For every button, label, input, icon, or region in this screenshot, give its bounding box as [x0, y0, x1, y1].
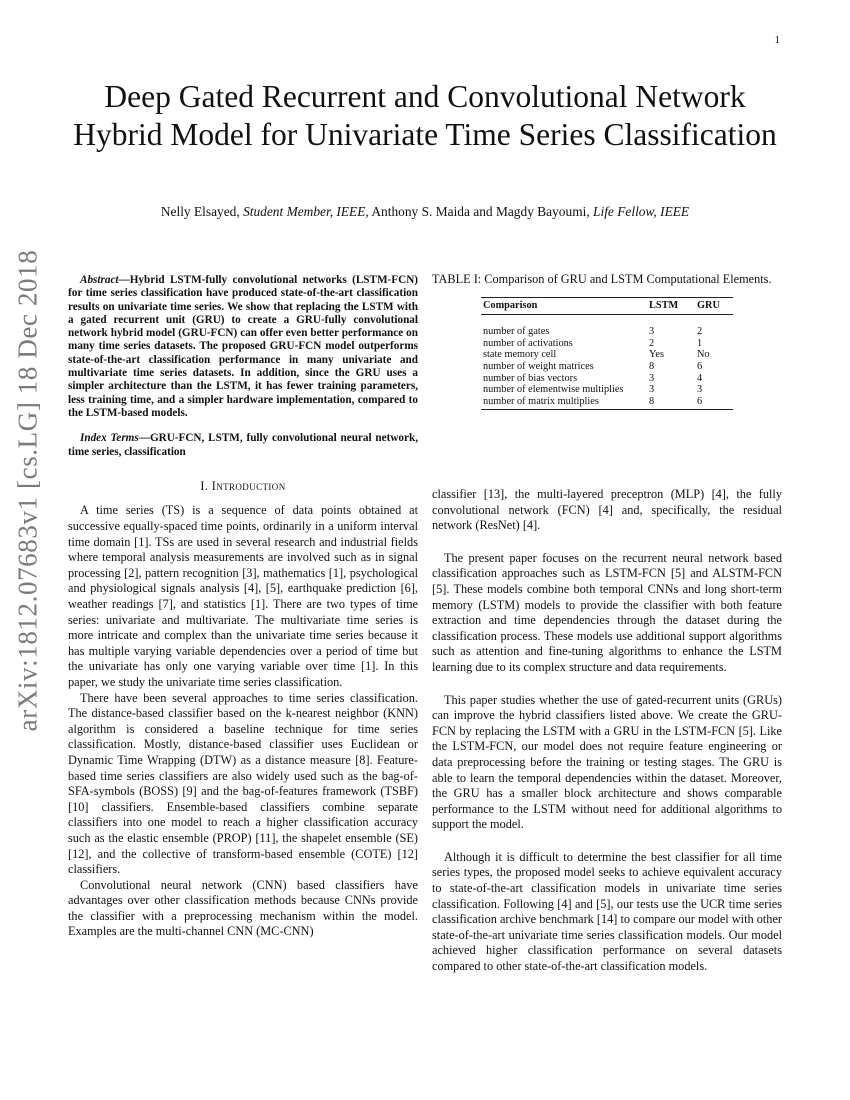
section-title: Introduction: [211, 478, 286, 493]
table-cell: number of bias vectors: [483, 372, 578, 384]
intro-paragraph-3: Convolutional neural network (CNN) based classifiers have advantages over other classification methods because CNNs provide the classifier with a preprocessing mechanism within the model. Examples are the multi-channel CNN (MC-CNN): [68, 877, 418, 939]
table-cell: 2: [649, 337, 655, 349]
author-2-3-names: Anthony S. Maida and Magdy Bayoumi,: [371, 204, 590, 219]
table-cell: 8: [649, 360, 655, 372]
left-column: [68, 274, 418, 940]
table-cell: number of elementwise multiplies: [483, 384, 624, 396]
index-terms-label: Index Terms: [80, 432, 139, 445]
table-row: [481, 384, 733, 396]
table-row: [481, 338, 733, 350]
body-paragraph: Although it is difficult to determine the best classifier for all time series types, the proposed model seeks to achieve equivalent accuracy to state-of-the-art classification models in univariate time series classification. Following [4] and [5], our tests use the UCR time series classification archive benchmark [14] to compare our model with other state-of-the-art univariate time series classification models. Our model achieved higher classification performance on several datasets compared to other state-of-the-art classification models.: [432, 849, 782, 974]
paper-title: Deep Gated Recurrent and Convolutional Network Hybrid Model for Univariate Time Series Classification: [73, 79, 777, 152]
table-cell: 3: [697, 384, 703, 396]
table-cell: No: [697, 349, 710, 361]
author-3-role: Life Fellow, IEEE: [593, 204, 690, 219]
table-cell: number of matrix multiplies: [481, 396, 647, 410]
arxiv-stamp: [4, 249, 52, 731]
author-line: [60, 204, 790, 220]
table-row: [481, 361, 733, 373]
table-cell: 6: [695, 396, 733, 410]
table-cell: 1: [697, 337, 703, 349]
table-cell: state memory cell: [483, 349, 557, 361]
table-cell: number of activations: [483, 337, 573, 349]
author-1-name: Nelly Elsayed,: [160, 204, 240, 219]
table-row: [481, 396, 733, 410]
body-paragraph: This paper studies whether the use of gated-recurrent units (GRUs) can improve the hybrid classifiers listed above. We create the GRU-FCN by replacing the LSTM with a GRU in the LSTM-FCN [5]. Like the LSTM-FCN, our model does not require feature engineering or data preprocessing before the training or testing stages. The GRU is able to learn the temporal dependencies within the dataset. Moreover, the GRU has a smaller block architecture and shows comparable performance to the LSTM without need for additional algorithms to support the model.: [432, 692, 782, 832]
section-heading-introduction: [68, 479, 418, 495]
arxiv-identifier: arXiv:1812.07683v1 [cs.LG] 18 Dec 2018: [12, 249, 43, 731]
author-1-role: Student Member, IEEE,: [243, 204, 369, 219]
intro-paragraph-2: There have been several approaches to time series classification. The distance-based classifier based on the k-nearest neighbor (KNN) algorithm is considered a baseline technique for time series classification. Mostly, distance-based classifier uses Euclidean or Dynamic Time Wrapping (DTW) as a distance measure [8]. Feature-based time series classifiers are also widely used such as the bag-of-SFA-symbols (BOSS) [9] and the bag-of-features framework (TSBF) [10] classifiers. Ensemble-based classifiers combine separate classifiers into one model to reach a higher classification accuracy such as the elastic ensemble (PROP) [11], the shapelet ensemble (SE) [12], and the collective of transform-based ensemble (COTE) [12] classifiers.: [68, 690, 418, 877]
table-caption: TABLE I: Comparison of GRU and LSTM Computational Elements.: [432, 272, 772, 286]
section-numeral: I.: [200, 478, 212, 493]
table-cell: 2: [697, 326, 703, 338]
table-row: [481, 373, 733, 385]
table-header-cell: Comparison: [481, 297, 647, 315]
table-cell: 3: [649, 372, 655, 384]
comparison-table: [481, 297, 733, 411]
table-header-cell: GRU: [695, 297, 733, 315]
table-row: [481, 349, 733, 361]
abstract-text: —Hybrid LSTM-fully convolutional networks (LSTM-FCN) for time series classification have produced state-of-the-art classification results on univariate time series. We show that replacing the LSTM with a gated recurrent unit (GRU) to create a GRU-fully convolutional network hybrid model (GRU-FCN) can offer even better performance on many time series datasets. The proposed GRU-FCN model outperforms state-of-the-art classification performance in many univariate and multivariate time series datasets. In addition, since the GRU uses a simpler architecture than the LSTM, it has fewer training parameters, less training time, and a simpler hardware implementation, compared to the LSTM-based models.: [68, 274, 418, 419]
table-block: [432, 272, 782, 410]
index-terms-text: —GRU-FCN, LSTM, fully convolutional neural network, time series, classification: [68, 432, 418, 458]
abstract: [68, 274, 418, 420]
table-cell: 6: [697, 360, 703, 372]
table-cell: 8: [647, 396, 695, 410]
table-header-row: [481, 297, 733, 315]
page-number: 1: [774, 34, 780, 46]
index-terms: [68, 432, 418, 459]
body-paragraph: The present paper focuses on the recurrent neural network based classification approaches such as LSTM-FCN [5] and ALSTM-FCN [5]. These models combine both temporal CNNs and long short-term memory (LSTM) models to provide the classifier with both feature extraction and time dependencies through the dataset during the classification process. These models use additional support algorithms such as attention and fine-tuning algorithms to enhance the LSTM learning due to its complex structure and data requirements.: [432, 550, 782, 674]
table-cell: Yes: [649, 349, 664, 361]
table-cell: 3: [649, 326, 655, 338]
table-header-cell: LSTM: [647, 297, 695, 315]
table-cell: number of gates: [483, 326, 550, 338]
abstract-label: Abstract: [80, 274, 119, 286]
table-cell: 3: [649, 384, 655, 396]
table-cell: number of weight matrices: [483, 360, 594, 372]
table-row: [481, 315, 733, 338]
right-column: [432, 487, 782, 992]
intro-paragraph-1: A time series (TS) is a sequence of data points obtained at successive equally-spaced time points, ordinarily in a uniform interval time domain [1]. TSs are used in several research and industrial fields where temporal analysis measurements are involved such as in signal processing [2], pattern recognition [3], mathematics [1], psychological and physiological signals analysis [4], [5], earthquake prediction [6], weather readings [7], and statistics [1]. There are two types of time series: univariate and multivariate. The multivariate time series is more intricate and complex than the univariate time series because it has multiple varying variable dependencies over a period of time but the univariate has only one varying variable over time [1]. In this paper, we study the univariate time series classification.: [68, 503, 418, 689]
body-paragraph-continued: classifier [13], the multi-layered preceptron (MLP) [4], the fully convolutional network (FCN) [4] and, specifically, the residual network (ResNet) [4].: [432, 487, 782, 533]
table-cell: 4: [697, 372, 703, 384]
